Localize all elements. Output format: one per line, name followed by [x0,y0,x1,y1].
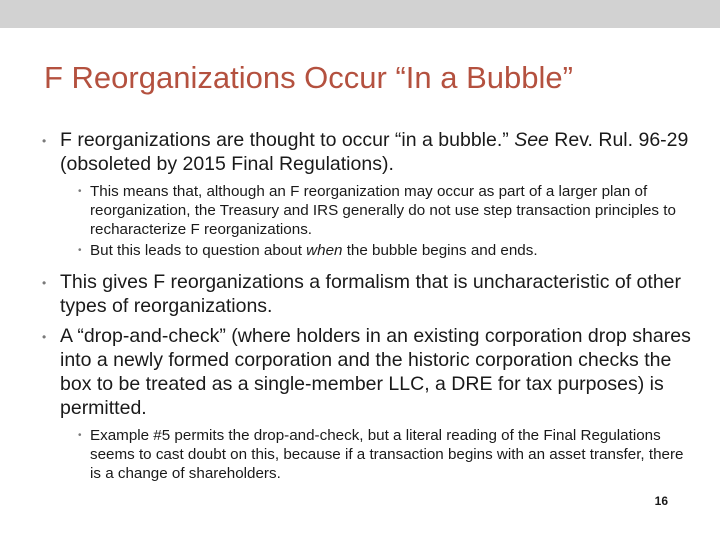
sub-bullet-1-2-italic: when [306,242,343,259]
bullet-marker: • [42,134,47,148]
sub-bullet-3-1-text: Example #5 permits the drop-and-check, but a literal reading of the Final Regulations seems to cast doubt on this, because if a transaction begins with an asset transfer, there is a change of shareholders. [90,427,684,482]
sub-bullet-1-1-text: This means that, although an F reorganization may occur as part of a larger plan of reorganization, the Treasury and IRS generally do not use step transaction principles to recharacterize F reorganizations. [90,183,676,238]
sub-bullet-1-1 [78,182,692,239]
sub-bullet-marker: • [78,430,82,441]
sub-bullet-1-2-text-end: the bubble begins and ends. [342,242,538,259]
bullet-3-subs [42,426,692,483]
slide-content [42,128,692,493]
bullet-1-text-start: F reorganizations are thought to occur “in a bubble.” [60,129,515,151]
page-number: 16 [654,494,668,508]
sub-bullet-marker: • [78,186,82,197]
bullet-3-text: A “drop-and-check” (where holders in an existing corporation drop shares into a newly formed corporation and the historic corporation checks the box to be treated as a single-member LLC, a DRE for tax purposes) is permitted. [60,325,691,419]
bullet-2 [42,270,692,318]
sub-bullet-1-2-text-start: But this leads to question about [90,242,307,259]
bullet-marker: • [42,330,47,344]
sub-bullet-3-1 [78,426,692,483]
bullet-1-subs [42,182,692,260]
bullet-1 [42,128,692,176]
bullet-marker: • [42,276,47,290]
bullet-3 [42,324,692,420]
bullet-1-text-end: Rev. Rul. 96-29 (obsoleted by 2015 Final Regulations). [60,129,689,175]
slide-title: F Reorganizations Occur “In a Bubble” [44,60,573,95]
sub-bullet-marker: • [78,245,82,256]
bullet-2-text: This gives F reorganizations a formalism that is uncharacteristic of other types of reorganizations. [60,271,682,317]
top-decorative-band [0,0,720,28]
sub-bullet-1-2 [78,241,692,260]
bullet-1-italic: See [514,129,549,151]
